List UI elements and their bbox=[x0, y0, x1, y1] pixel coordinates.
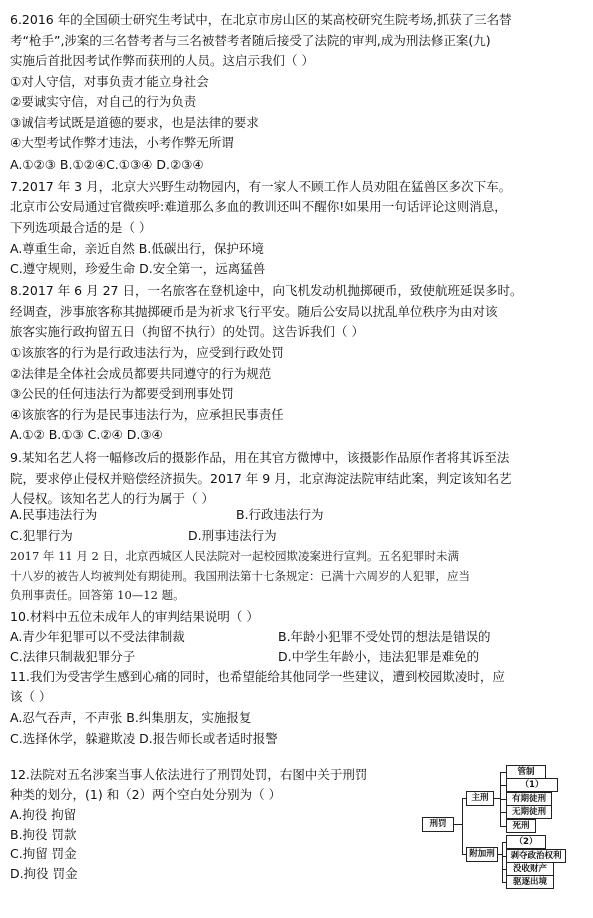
question-line: 北京市公安局通过官微疾呼:难道那么多血的教训还叫不醒你!如果用一句话评论这则消息， bbox=[10, 199, 507, 214]
question-line: A.尊重生命，亲近自然 B.低碳出行，保护环境 bbox=[10, 241, 264, 256]
q9-option-a: A.民事违法行为 bbox=[10, 507, 98, 522]
additional-item-2: 剥夺政治权利 bbox=[506, 849, 566, 863]
penalty-diagram bbox=[418, 764, 588, 899]
question-line: 7.2017 年 3 月，北京大兴野生动物园内，有一家人不顾工作人员劝阻在猛兽区多次下车。 bbox=[10, 179, 512, 194]
question-line: 旅客实施行政拘留五日（拘留不执行）的处罚。这告诉我们（ ） bbox=[10, 324, 364, 339]
question-line: ③公民的任何违法行为都要受到刑事处罚 bbox=[10, 386, 234, 401]
question-line: 人侵权。该知名艺人的行为属于（ ） bbox=[10, 491, 214, 506]
q12-stem-1: 12.法院对五名涉案当事人依法进行了刑罚处罚，右图中关于刑罚 bbox=[10, 767, 368, 782]
question-line: C.遵守规则，珍爱生命 D.安全第一，远离猛兽 bbox=[10, 261, 266, 276]
q10-option-d: D.中学生年龄小，违法犯罪是难免的 bbox=[278, 649, 480, 664]
main-item-4: 无期徒刑 bbox=[506, 805, 552, 819]
question-line: 经调查，涉事旅客称其抛掷硬币是为祈求飞行平安。随后公安局以扰乱单位秩序为由对该 bbox=[10, 304, 498, 319]
q12-stem-2: 种类的划分，(1) 和（2）两个空白处分别为（ ） bbox=[10, 787, 282, 802]
q11-options-ab: A.忍气吞声，不声张 B.纠集朋友，实施报复 bbox=[10, 710, 252, 725]
question-line: ①对人守信，对事负责才能立身社会 bbox=[10, 74, 209, 89]
question-line: A.①② B.①③ C.②④ D.③④ bbox=[10, 427, 163, 442]
question-line: 实施后首批因考试作弊而获刑的人员。这启示我们（ ） bbox=[10, 53, 314, 68]
q12-option-d: D.拘役 罚金 bbox=[10, 866, 78, 881]
additional-item-4: 驱逐出境 bbox=[506, 875, 554, 889]
question-line: 院，要求停止侵权并赔偿经济损失。2017 年 9 月，北京海淀法院审结此案，判定该知名艺 bbox=[10, 471, 512, 486]
main-item-3: 有期徒刑 bbox=[506, 792, 552, 806]
q11-stem-2: 该（ ） bbox=[10, 689, 52, 704]
question-line: ④该旅客的行为是民事违法行为，应承担民事责任 bbox=[10, 407, 284, 422]
question-line: 6.2016 年的全国硕士研究生考试中，在北京市房山区的某高校研究生院考场,抓获了三名替 bbox=[10, 12, 512, 27]
question-line: 9.某知名艺人将一幅修改后的摄影作品，用在其官方微博中，该摄影作品原作者将其诉至法 bbox=[10, 450, 510, 465]
passage-line-3: 负刑事责任。回答第 10—12 题。 bbox=[10, 588, 185, 602]
additional-penalty-box: 附加刑 bbox=[466, 847, 498, 862]
q10-option-c: C.法律只制裁犯罪分子 bbox=[10, 649, 136, 664]
question-line: ②要诚实守信，对自己的行为负责 bbox=[10, 94, 197, 109]
additional-item-3: 没收财产 bbox=[506, 862, 554, 876]
question-line: ①该旅客的行为是行政违法行为，应受到行政处罚 bbox=[10, 345, 284, 360]
q11-stem-1: 11.我们为受害学生感到心痛的同时，也希望能给其他同学一些建议，遭到校园欺凌时，应 bbox=[10, 669, 505, 684]
q12-option-c: C.拘留 罚金 bbox=[10, 846, 77, 861]
q12-option-a: A.拘役 拘留 bbox=[10, 807, 77, 822]
main-item-5: 死刑 bbox=[506, 819, 536, 833]
question-line: 8.2017 年 6 月 27 日，一名旅客在登机途中，向飞机发动机抛掷硬币，致使航班延误多时。 bbox=[10, 283, 523, 298]
q10-option-b: B.年龄小犯罪不受处罚的想法是错误的 bbox=[278, 629, 491, 644]
root-penalty-box: 刑罚 bbox=[422, 817, 454, 832]
q10-option-a: A.青少年犯罪可以不受法律制裁 bbox=[10, 629, 185, 644]
q9-option-c: C.犯罪行为 bbox=[10, 528, 73, 543]
q9-option-d: D.刑事违法行为 bbox=[188, 528, 277, 543]
q10-stem: 10.材料中五位未成年人的审判结果说明（ ） bbox=[10, 609, 259, 624]
question-line: ④大型考试作弊才违法，小考作弊无所谓 bbox=[10, 135, 234, 150]
q11-options-cd: C.选择休学，躲避欺凌 D.报告师长或者适时报警 bbox=[10, 731, 278, 746]
question-line: A.①②③ B.①②④C.①③④ D.②③④ bbox=[10, 157, 204, 172]
main-penalty-box: 主刑 bbox=[466, 791, 494, 806]
additional-item-blank-2: （2） bbox=[506, 835, 546, 849]
main-item-blank-1: （1） bbox=[506, 778, 558, 792]
question-line: ③诚信考试既是道德的要求，也是法律的要求 bbox=[10, 115, 259, 130]
passage-line-1: 2017 年 11 月 2 日，北京西城区人民法院对一起校园欺凌案进行宣判。五名犯罪时未满 bbox=[10, 549, 459, 563]
main-item-1: 管制 bbox=[506, 765, 546, 779]
q9-option-b: B.行政违法行为 bbox=[236, 507, 324, 522]
question-line: 下列选项最合适的是（ ） bbox=[10, 220, 152, 235]
question-line: ②法律是全体社会成员都要共同遵守的行为规范 bbox=[10, 366, 272, 381]
question-line: 考“枪手”,涉案的三名替考者与三名被替考者随后接受了法院的审判,成为刑法修正案(九) bbox=[10, 33, 491, 48]
passage-line-2: 十八岁的被告人均被判处有期徒刑。我国刑法第十七条规定：已满十六周岁的人犯罪，应当 bbox=[10, 569, 470, 583]
q12-option-b: B.拘役 罚款 bbox=[10, 827, 77, 842]
